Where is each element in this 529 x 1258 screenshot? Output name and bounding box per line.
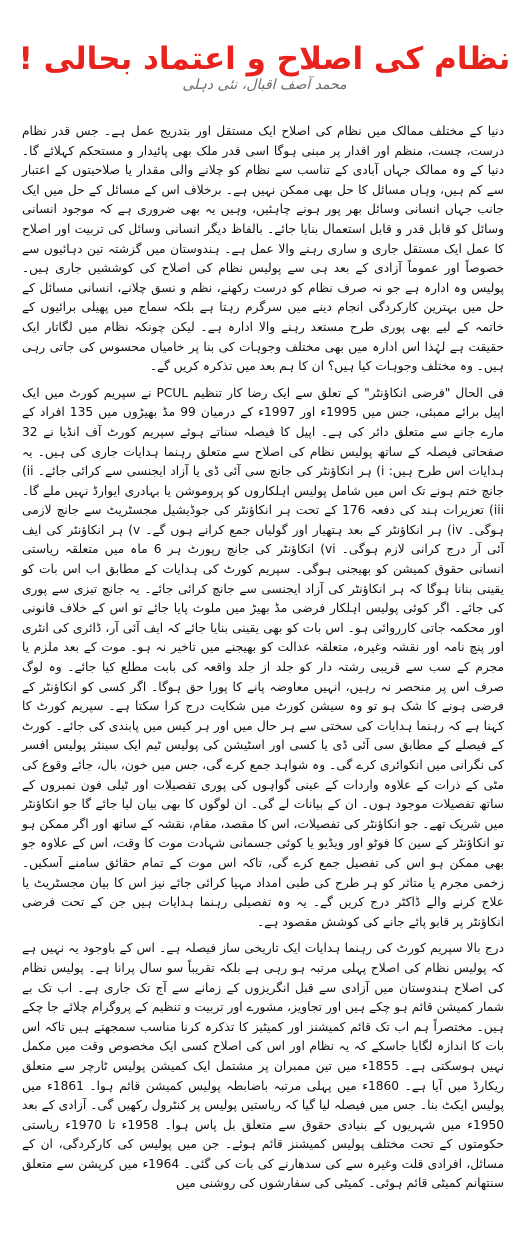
article-byline: محمد آصف اقبال، نئی دہلی: [182, 77, 347, 93]
article-body: [22, 122, 504, 1201]
article-paragraph: فی الحال "فرضی انکاؤنٹر" کے تعلق سے ایک رضا کار تنظیم PCUL نے سپریم کورٹ میں ایک اپیل برائے ممبئی، جس میں 1995ء اور 1997ء کے درمیان 99 مڈ بھیڑوں میں 135 افراد کے مارے جانے سے متعلق دائر کی ہے۔ اپیل کا فیصلہ سناتے ہوئے سپریم کورٹ آف انڈیا نے 32 صفحاتی فیصلہ کے ساتھ پولیس نظام کی اصلاح سے متعلق رہنما ہدایات جاری کی ہیں۔ یہ ہدایات اس طرح ہیں: i) ہر انکاؤنٹر کی جانچ سی آئی ڈی یا آزاد ایجنسی سے کرائی جائے۔ ii) جانچ ختم ہونے تک اس میں شامل پولیس اہلکاروں کو پروموشن یا بہادری ایوارڈ نہیں ملے گا۔ iii) تعزیرات ہند کی دفعہ 176 کے تحت ہر انکاؤنٹر کی جوڈیشیل مجسٹریٹ سے جانچ لازمی ہوگی۔ iv) ہر انکاؤنٹر کے بعد ہتھیار اور گولیاں جمع کرانے ہوں گے۔ v) ہر انکاؤنٹر کی ایف آئی آر درج کرانی لازم ہوگی۔ vi) انکاؤنٹر کی جانچ رپورٹ ہر 6 ماہ میں متعلقہ ریاستی انسانی حقوق کمیشن کو بھیجنی ہوگی۔ سپریم کورٹ کی ہدایات کے مطابق اب اس بات کو یقینی بنانا ہوگا کہ ہر انکاؤنٹر کی آزاد ایجنسی سے جانچ کرائی جائے۔ یہ جانچ تیزی سے پوری کی جائے۔ اگر کوئی پولیس اہلکار فرضی مڈ بھیڑ میں ملوث پایا جائے تو اس کے خلاف قانونی اور محکمہ جاتی کارروائی ہو۔ اس بات کو بھی یقینی بنایا جائے کہ ایف آئی آر، ڈائری کی انٹری اور پنچ نامہ اور نقشہ وغیرہ، متعلقہ عدالت کو بھیجنے میں تاخیر نہ ہو۔ موت کے بعد ملزم یا مجرم کے سب سے قریبی رشتہ دار کو جلد از جلد واقعہ کی بابت مطلع کیا جائے۔ وہ لوگ صرف اس پر منحصر نہ رہیں، انہیں معاوضہ پانے کا پورا حق ہوگا۔ اگر کسی کو انکاؤنٹر کے فرضی ہونے کا شک ہو تو وہ سیشن کورٹ میں شکایت درج کرا سکتا ہے۔ سپریم کورٹ کا کہنا ہے کہ رہنما ہدایات کی سختی سے ہر حال میں اور ہر کیس میں پابندی کی جائے۔ کورٹ کے فیصلے کے مطابق سی آئی ڈی یا کسی اور اسٹیشن کی پولیس ٹیم ایک سینئر پولیس افسر کی نگرانی میں انکوائری کرے گی۔ وہ شواہد جمع کرے گی، جس میں خون، بال، جائے وقوع کی مٹی کے ذرات کے علاوہ واردات کے عینی گواہوں کی پوری تفصیلات اور ٹیلی فون نمبروں کے ساتھ تفصیلات موجود ہوں۔ ان کے بیانات لے گی۔ ان لوگوں کا بھی بیان لیا جائے گا جو انکاؤنٹر میں شریک تھے۔ جو انکاؤنٹر کی تفصیلات، اس کا مقصد، مقام، نقشہ کے ساتھ اور اگر ممکن ہو تو انکاؤنٹر کے سین کا فوٹو اور ویڈیو یا کوئی جسمانی شہادت موت کا وقت، اس کے علاوہ جو بھی ممکن ہو اس کی تفصیل جمع کرے گی، تاکہ اس موت کے تمام حقائق سامنے آسکیں۔ زخمی مجرم یا متاثر کو ہر طرح کی طبی امداد مہیا کرائی جائے نیز اس کا بیان مجسٹریٹ یا علاج کرنے والے ڈاکٹر درج کریں گے۔ یہ وہ تفصیلی رہنما ہدایات ہیں جن کے تحت فرضی انکاؤنٹر پر قابو پائے جانے کی کوشش مقصود ہے۔: [22, 385, 504, 929]
article-headline: نظام کی اصلاح و اعتماد بحالی !: [18, 40, 511, 77]
article-paragraph: درج بالا سپریم کورٹ کی رہنما ہدایات ایک تاریخی ساز فیصلہ ہے۔ اس کے باوجود یہ نہیں ہے کہ پولیس نظام کی اصلاح پہلی مرتبہ ہو رہی ہے بلکہ تقریباً سو سال پرانا ہے۔ پولیس نظام کی اصلاح ہندوستان میں آزادی سے قبل انگریزوں کے زمانے سے آج تک جاری ہے۔ اب تک بے شمار کمیشن قائم ہو چکے ہیں اور تجاویز، مشورے اور تربیت و تنظیم کے پروگرام چلائے جا چکے ہیں۔ مختصراً ہم اب تک قائم کمیشنز اور کمیٹیز کا تذکرہ کرنا مناسب سمجھتے ہیں تاکہ اس بات کا اندازہ لگایا جاسکے کہ یہ نظام اور اس کی اصلاح کسی ایک مخصوص وقت میں مکمل نہیں ہوسکتی ہے۔ 1855ء میں تین ممبران پر مشتمل ایک کمیشن پولیس ٹارچر سے متعلق ریکارڈ میں آیا ہے۔ 1860ء میں پہلی مرتبہ باضابطہ پولیس کمیشن قائم ہوا۔ 1861ء میں پولیس ایکٹ بنا۔ جس میں فیصلہ لیا گیا کہ ریاستیں پولیس پر کنٹرول رکھیں گی۔ آزادی کے بعد 1950ء میں شہریوں کے بنیادی حقوق سے متعلق بل پاس ہوا۔ 1958ء تا 1970ء ریاستی حکومتوں کے تحت مختلف پولیس کمیشنز قائم ہوئے۔ جن میں پولیس کی کارکردگی، ان کے مسائل، افرادی قلت وغیرہ سے کی سدھارنے کی بات کی گئی۔ 1964ء میں کرپشن سے متعلق سنتھانم کمیٹی قائم ہوئی۔ کمیٹی کی سفارشوں کی روشنی میں: [22, 941, 505, 1191]
article-paragraph: دنیا کے مختلف ممالک میں نظام کی اصلاح ایک مستقل اور بتدریج عمل ہے۔ جس قدر نظام درست، چست، منظم اور اقدار پر مبنی ہوگا اسی قدر ملک بھی پائیدار و مستحکم کہلائے گا۔ دنیا کے وہ ممالک جہاں آبادی کے تناسب سے نظام کو چلانے والی مقدار یا صلاحیتوں کے اعتبار سے کم ہیں، وہاں مسائل کا حل بھی ممکن نہیں ہے۔ برخلاف اس کے مسائل کے حل میں ایک جانب جہاں انسانی وسائل بھر پور ہونے چاہئیں، وہیں یہ بھی ضروری ہے کہ موجود انسانی وسائل کو قابل قدر و قابل استعمال بنایا جائے۔ بالفاظ دیگر انسانی وسائل کی تربیت اور اصلاح کا عمل ایک مستقل جاری و ساری رہنے والا عمل ہے۔ ہندوستان میں گزشتہ تین دہائیوں سے خصوصاً اور عموماً آزادی کے بعد ہی سے پولیس نظام کی اصلاح کی کوششیں جاری ہیں۔ پولیس وہ ادارہ ہے جو نہ صرف نظام کو درست رکھنے، نظم و نسق چلانے، انسانی مسائل کے حل میں بہترین کارکردگی انجام دینے میں سرگرم رہتا ہے بلکہ سماج میں پھیلی برائیوں کے خاتمہ کے لیے بھی پوری طرح مستعد رہنے والا ادارہ ہے۔ لیکن چونکہ نظام میں لگاتار ایک حقیقت ہے لہٰذا اس ادارہ میں بھی مختلف وجوہات کی بنا پر خامیاں محسوس کی جاتی رہی ہیں۔ وہ مختلف وجوہات کیا ہیں؟ ان کا ہم بعد میں تذکرہ کریں گے۔: [22, 124, 504, 374]
